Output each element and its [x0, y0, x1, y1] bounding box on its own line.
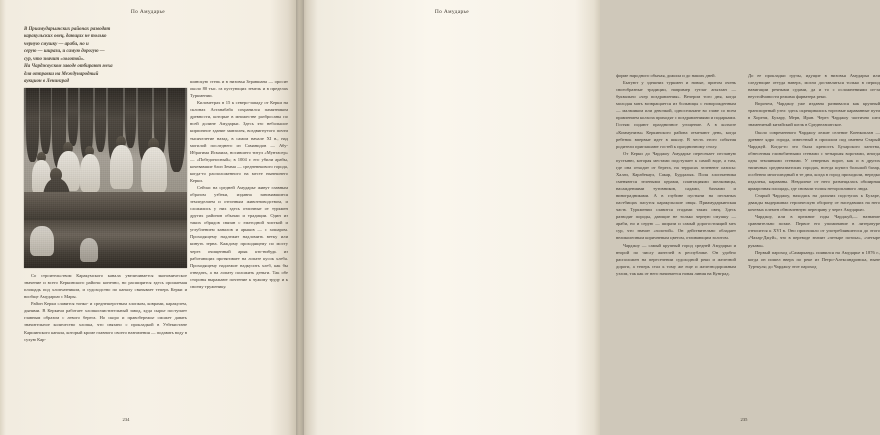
caption-line: аукцион в Ленинград	[24, 79, 70, 85]
paragraph: Район Керки славится тонко- и среднешерстным хлопком, коврами, каракулем, дынями. В Керкичи работает хлопкоочистительный завод, куда сырье поступает главным образом с левого берега. Но скоро и правобережье сможет давать значительное количество хлопка, что связано с прокладкой в Узбекистане Каршинского канала, который кроме главного своего назначения — подавать воду в сухую Кар-	[24, 301, 187, 342]
caption-line: В Приамударьинских районах разводят	[24, 27, 111, 32]
page-number-right: 235	[740, 417, 748, 422]
caption-line: черную смушку — араби, но и	[24, 41, 89, 47]
photo-grain-overlay	[24, 88, 187, 268]
paragraph: Около современного Чарджоу лежит селение Коенкоплан — древнее ядро города, известный в прошлом под именем Старый Чарджуй. Когда-то это была крепость Бухарского ханства, обнесенная глинобитными стенами с четырьмя воротами, иногда одна земляными стенами. У северных ворот, как и в других типичных среднеазиатских городах, всегда шумел большой базар, особенно многолюдный в те дни, когда в город приходили, нередко издалека, караваны. Невдалеке от него размещалась обширная ярмарочная площадь, где сновали толпы неторопливого люда.	[748, 129, 880, 191]
gutter-shadow-left	[296, 0, 299, 435]
running-head-left: По Амударье	[130, 9, 166, 15]
paragraph: Впрочем, Чарджоу уже издавна развивался как крупный транспортный узел: здесь скрещивались торговые караванные пути в Хорезм, Бухару, Мерв, Иран. Через Чарджоу частично шел знаменитый китайский шелк в Среднеазиатское.	[748, 101, 880, 128]
paragraph: шинскую степь и в низовья Зеравшана — оросит около 80 тыс. га пустующих земель и в пределах Туркмении.	[190, 79, 288, 99]
paragraph: форме народного обычая, дожила и до наших дней.	[616, 73, 716, 78]
paragraph: Первый пароход «Самарканд» появился на Амударье в 1876 г., когда он пошел вверх по реке из Петро-Александровска, ныне Турткуля; до Чарджоу этот пароход	[748, 249, 880, 269]
paragraph: Со строительством Каракумского канала увеличивается экономическое значение и всего Керкинского района: конечно, но расширится здесь орошаемая площадь под хлопчатником, и судоходство по каналу связывает теперь Керки и вообще Амударью с Мары.	[24, 273, 187, 300]
paragraph: Чарджоу — самый крупный город средней Амударьи и второй по числу жителей в республике. Он удобно расположен на пересечении судоходной реки и железной дороги, а теперь стал к тому же еще и железнодорожным узлом, так как от него начинается новая линия на Кунград.	[616, 242, 736, 276]
page-number-left: 234	[122, 417, 130, 422]
paragraph: Чарджоу, или в прежние годы Чарджуй,— название сравнительно позже. Первое его упоминание в литературе относится к XVI в. Оно произошло от употреблявшегося до этого «Чахар-Джуй», что в переводе значит «четыре потока», «четыре рукава».	[748, 214, 880, 248]
paragraph: Километрах в 15 к северо-западу от Керки на склонах Астанабаба сохранился памятником древности, которые в множестве разбросаны по всей долине Амударьи. Здесь это небольшое кирпичное здание мавзолея, воздвигнутого почти тысячелетие назад, в самом начале XI в., над могилой последнего из Саманидов — Абу-Ибрагима Исмаила, носившего титул «Мунтасер» — «Победоносный»; в 1004 г. его убили арабы, кочевавшие близ Земма — средневекового города, когда-то расположенного на месте нынешнего Керки.	[190, 100, 288, 183]
gutter-shadow-right	[301, 0, 304, 435]
caption-line: каракульских овец, дающих не только	[24, 34, 107, 40]
caption-line: для отправки на Международный	[24, 71, 99, 77]
caption-line: На Чарджоуском заводе отбирают меха	[24, 64, 113, 70]
running-head-right: По Амударье	[434, 9, 470, 15]
paragraph: Сейчас на средней Амударье живут главным образом узбеки, издавна занимавшиеся земледелием и отгонным животноводством, и сложились у них здесь отличные от туркмен других районов обычаи и традиции. Один из таких обрядов связан с ежегодной чисткой и углублением каналов и арыков — с хошаром. Проходящему надлежит надломить ветку или кинуть зерна. Каждому проходящему по мосту через очищенный арык кто-нибудь из работающих протягивает на лопате кусок хлеба. Проходящему надлежит надкусить хлеб, как бы отведать, а на лопату положить деньги. Так обе стороны выражают почтение к чужому труду и к своему труженику.	[190, 184, 288, 289]
text-column-2	[190, 78, 288, 290]
text-column-4	[748, 72, 880, 270]
caption-line: сур, что значит «золотой».	[24, 56, 85, 62]
caption-line: серую — ширази, и самую дорогую —	[24, 49, 105, 55]
text-column-1	[24, 272, 187, 343]
paragraph: Бытуют у здешних туркмен и новые, притом очень своеобразные традиции, например гутлаг агызлан — буквально «чер поздравления». Вечером того дня, когда молодая мать возвращается из больницы с новорожденным — мальчиком или девочкой, односельчане во главе со всем правлением колхоза приходят с поздравлениями и подарками. Гостям подают праздничное угощение. А в колхозе «Коммунизм» Керкинского района отмечают день, когда ребенок впервые идет в школу. В честь этого события родители приглашают гостей к праздничному столу.	[616, 80, 737, 149]
page-right	[304, 0, 880, 435]
paragraph: Старый Чарджоу, находясь на дальних подступах к Бухаре, дважды выдерживал героическую оборону от наседавших на него кочевых племен обновленную переправу у через Амударью.	[748, 193, 880, 213]
photo-caption-left	[24, 26, 168, 86]
page-left	[0, 0, 296, 435]
paragraph: От Керки до Чарджоу Амударье пересекает песчаную пустыню, которая местами подступает к самой воде, а там, где она отходит от берега, на террасах зеленеют оазисы: Халач, Карабекаул, Сакар, Бурдалык. Поля хлопчатника сменяются зелеными церами, плантациями шелковицы, насаждениями тутовников, садами, бахчами и виноградниками. А в глубине пустыни на песчаных пастбищах пасутся каракульские овцы. Приамударьинская часть Туркмении славится стадами таких овец. Здесь разводят породы, дающие не только черную смушку — араби, но и серую — ширази и самый дорогостоящий мех сур, что значит «золотой». Он действительно обладает великолепным коричневым цветом, отливающим золотом.	[616, 150, 736, 241]
karakul-pelt-sorting-photo	[24, 88, 187, 268]
paragraph: До ее прокладки грузы, идущие в низовья Амударьи или следующие оттуда наверх, могли доставляться только в период навигации речными судами, да и то с осложнениями из-за неустойчивости режима фарватера реки.	[748, 73, 880, 100]
text-column-3	[616, 72, 736, 277]
